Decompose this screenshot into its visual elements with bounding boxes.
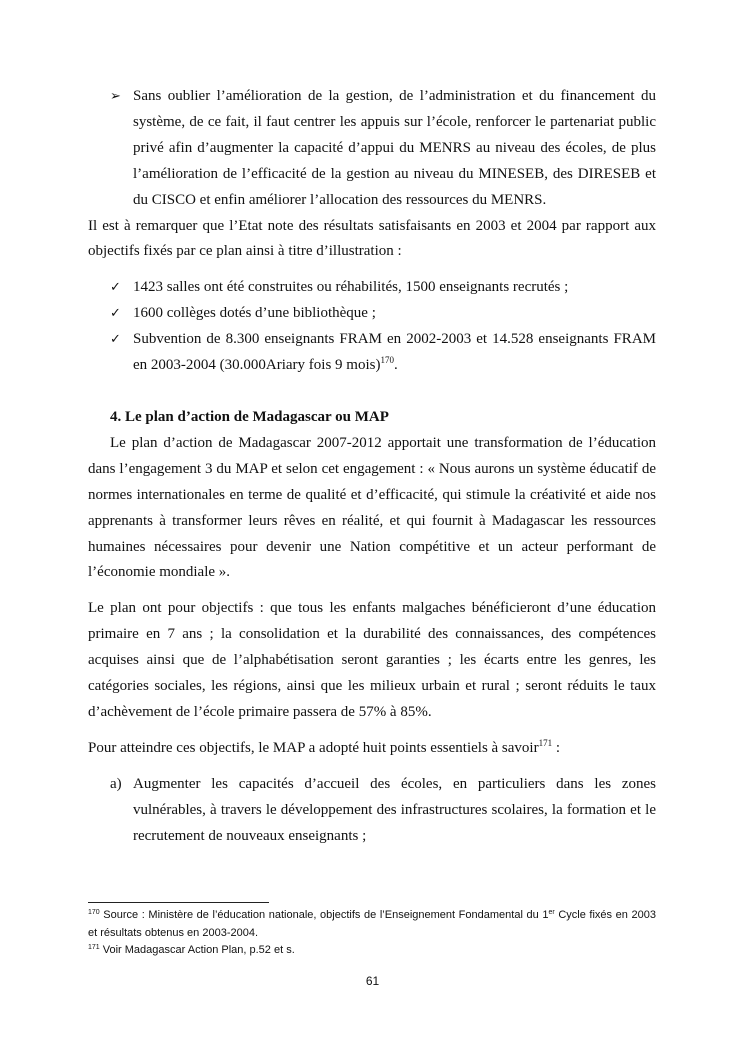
footnote-ref[interactable]: 171 [538,737,553,748]
paragraph-map: Le plan d’action de Madagascar 2007-2012 apportait une transformation de l’éducation dans l’engagement 3 du MAP et selon cet engagement : « Nous aurons un système éducatif de normes internationales en terme de qualité et d’efficacité, qui stimule la créativité et aide nos apprenants à transformer leurs rêves en réalité, et qui fournit à Madagascar les ressources humaines nécessaires pour devenir une Nation compétitive et un acteur performant de l’économie mondiale ». [88,434,656,581]
list-item [88,301,656,327]
check-icon: ✓ [110,306,121,322]
footnote-number: 171 [88,944,100,951]
paragraph-etat: Il est à remarquer que l’Etat note des résultats satisfaisants en 2003 et 2004 par rapport aux objectifs fixés par ce plan ainsi à titre d’illustration : [88,217,656,260]
list-marker: a) [110,775,122,792]
check-item-text: Subvention de 8.300 enseignants FRAM en 2002-2003 et 14.528 enseignants FRAM en 2003-2004 (30.000Ariary fois 9 mois) [133,331,656,374]
paragraph-atteindre [88,736,656,762]
footnotes [88,907,656,960]
paragraph-atteindre-text: Pour atteindre ces objectifs, le MAP a adopté huit points essentiels à savoir [88,739,539,756]
footnote-ref[interactable]: 170 [380,355,394,366]
list-a-text: Augmenter les capacités d’accueil des écoles, en particuliers dans les zones vulnérables, à travers le développement des infrastructures scolaires, la formation et le recrutement de nouveaux enseignants ; [133,775,656,844]
footnote-separator [88,902,269,903]
check-item-end: . [393,357,398,374]
check-icon: ✓ [110,332,121,348]
paragraph-objectifs: Le plan ont pour objectifs : que tous les enfants malgaches bénéficieront d’une éducation primaire en 7 ans ; la consolidation et la durabilité des connaissances, des compétences acquises ainsi que de l’alphabétisation seront garanties ; les écarts entre les genres, les catégories sociales, les régions, ainsi que les milieux urbain et rural ; seront réduits le taux d’achèvement de l’école primaire passera de 57% à 85%. [88,600,656,720]
page-number: 61 [365,974,380,988]
section-heading: 4. Le plan d’action de Madagascar ou MAP [110,408,389,425]
list-item [88,327,656,379]
footnote-ordinal: er [548,909,555,916]
footnote-170 [88,907,656,942]
footnote-171 [88,942,656,960]
footnote-text: Source : Ministère de l’éducation nationale, objectifs de l’Enseignement Fondamental du 1 [99,909,549,921]
page-body [88,84,656,849]
list-item-arrow [88,84,656,214]
footnote-number: 170 [88,909,100,916]
arrow-item-text: Sans oublier l’amélioration de la gestion, de l’administration et du financement du système, de ce fait, il faut centrer les appuis sur l’école, renforcer le partenariat public privé afin d’augmenter la capacité d’appui du MENRS au niveau des écoles, de plus l’amélioration de l’efficacité de la gestion au niveau du MINESEB, des DIRESEB et du CISCO et enfin améliorer l’allocation des ressources du MENRS. [133,88,656,208]
paragraph-atteindre-end: : [552,739,561,756]
check-item-text: 1423 salles ont été construites ou réhabilités, 1500 enseignants recrutés ; [133,279,569,296]
list-item-a [88,772,656,850]
footnote-text: Cycle fixés en 2003 et résultats obtenus en 2003-2004. [88,909,656,939]
check-item-text: 1600 collèges dotés d’une bibliothèque ; [133,305,376,322]
list-item [88,275,656,301]
footnote-text: Voir Madagascar Action Plan, p.52 et s. [99,944,295,956]
arrow-bullet-icon: ➢ [110,89,121,104]
check-icon: ✓ [110,280,121,296]
